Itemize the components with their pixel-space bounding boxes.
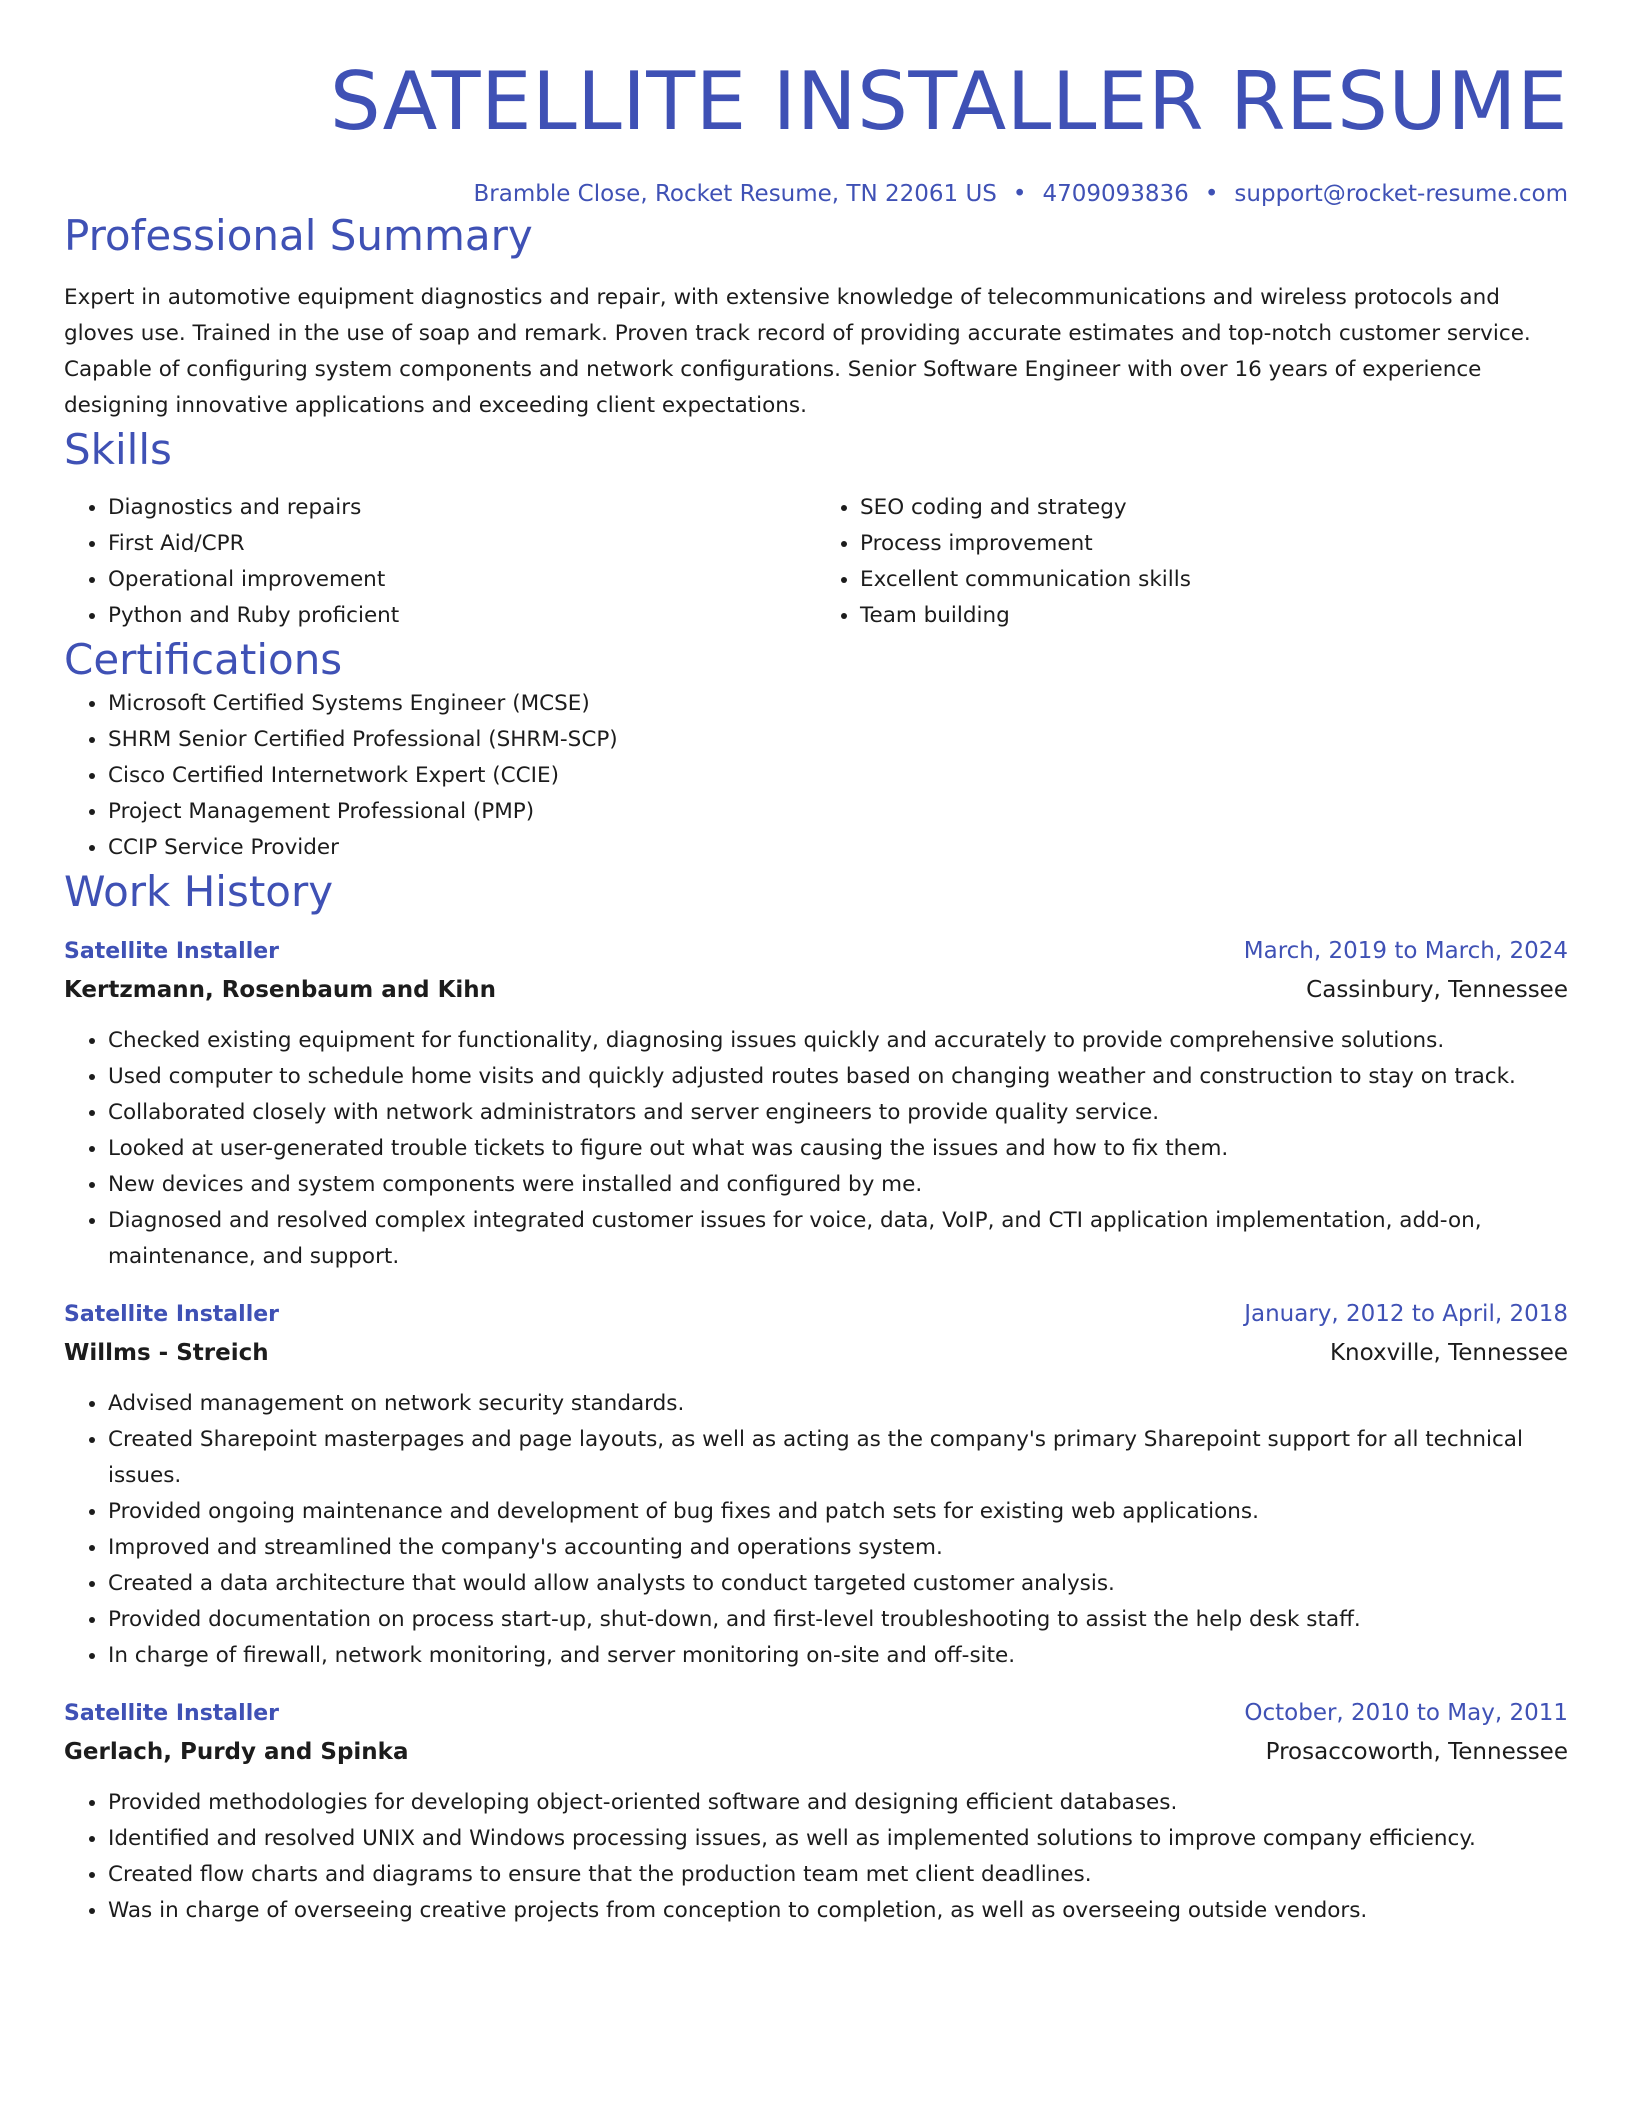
job-bullet: • Advised management on network security standards.: [108, 1386, 1568, 1422]
skills-list-left: [64, 490, 816, 634]
summary-heading: Professional Summary: [64, 211, 533, 260]
job-bullet: • Improved and streamlined the company's accounting and operations system.: [108, 1530, 1568, 1566]
job-title-row: [64, 932, 1568, 971]
certification-item: • Cisco Certified Internetwork Expert (CCIE): [108, 758, 1568, 794]
skills-heading: Skills: [64, 425, 172, 474]
job-location: Cassinbury, Tennessee: [1306, 977, 1568, 1003]
contact-address: Bramble Close, Rocket Resume, TN 22061 US: [473, 181, 997, 207]
job-bullets: [64, 1386, 1568, 1674]
job-bullet: • Created a data architecture that would allow analysts to conduct targeted customer analysis.: [108, 1566, 1568, 1602]
job-company: Kertzmann, Rosenbaum and Kihn: [64, 977, 497, 1003]
contact-email[interactable]: support@rocket-resume.com: [1234, 181, 1568, 207]
skill-item: • First Aid/CPR: [108, 526, 816, 562]
job-bullet: • Created Sharepoint masterpages and page layouts, as well as acting as the company's primary Sharepoint support for all technical issues.: [108, 1422, 1568, 1494]
skill-item: • Python and Ruby proficient: [108, 598, 816, 634]
job-company: Gerlach, Purdy and Spinka: [64, 1739, 409, 1765]
skills-grid: [64, 490, 1568, 634]
resume-title: SATELLITE INSTALLER RESUME: [329, 55, 1568, 148]
job-location: Prosaccoworth, Tennessee: [1265, 1739, 1568, 1765]
certification-item: • SHRM Senior Certified Professional (SHRM-SCP): [108, 722, 1568, 758]
skill-item: • Diagnostics and repairs: [108, 490, 816, 526]
certifications-heading: Certifications: [64, 635, 343, 684]
job-entry: [64, 1694, 1568, 1929]
job-bullet: • Provided documentation on process start-up, shut-down, and first-level troubleshooting to assist the help desk staff.: [108, 1602, 1568, 1638]
job-dates: March, 2019 to March, 2024: [1243, 938, 1568, 964]
contact-separator: •: [1012, 181, 1027, 207]
job-entry: [64, 932, 1568, 1275]
certification-item: • CCIP Service Provider: [108, 830, 1568, 866]
certification-item: • Project Management Professional (PMP): [108, 794, 1568, 830]
skill-item: • Operational improvement: [108, 562, 816, 598]
contact-separator: •: [1204, 181, 1219, 207]
job-location: Knoxville, Tennessee: [1329, 1340, 1568, 1366]
job-bullet: • New devices and system components were installed and configured by me.: [108, 1167, 1568, 1203]
job-dates: January, 2012 to April, 2018: [1244, 1301, 1568, 1327]
job-title: Satellite Installer: [64, 1701, 280, 1726]
job-company-row: [64, 1334, 1568, 1372]
job-bullets: [64, 1023, 1568, 1275]
job-bullet: • Looked at user-generated trouble tickets to figure out what was causing the issues and how to fix them.: [108, 1131, 1568, 1167]
certifications-list: [64, 686, 1568, 866]
skill-item: • Team building: [860, 598, 1568, 634]
skill-item: • Excellent communication skills: [860, 562, 1568, 598]
job-company-row: [64, 971, 1568, 1009]
job-title-row: [64, 1295, 1568, 1334]
job-bullet: • Was in charge of overseeing creative projects from conception to completion, as well as overseeing outside vendors.: [108, 1893, 1568, 1929]
job-bullet: • Created flow charts and diagrams to ensure that the production team met client deadlines.: [108, 1857, 1568, 1893]
job-bullet: • Identified and resolved UNIX and Windows processing issues, as well as implemented solutions to improve company efficiency.: [108, 1821, 1568, 1857]
job-title: Satellite Installer: [64, 939, 280, 964]
summary-text: Expert in automotive equipment diagnostics and repair, with extensive knowledge of telecommunications and wireless protocols and gloves use. Trained in the use of soap and remark. Proven track record of providing accurate estimates and top-notch customer service. Capable of configuring system components and network configurations. Senior Software Engineer with over 16 years of experience designing innovative applications and exceeding client expectations.: [64, 285, 1531, 418]
work-history-heading: Work History: [64, 867, 334, 916]
job-entry: [64, 1295, 1568, 1674]
job-company-row: [64, 1733, 1568, 1771]
job-bullet: • In charge of firewall, network monitoring, and server monitoring on-site and off-site.: [108, 1638, 1568, 1674]
skills-list-right: [816, 490, 1568, 634]
skill-item: • SEO coding and strategy: [860, 490, 1568, 526]
job-bullet: • Checked existing equipment for functionality, diagnosing issues quickly and accurately to provide comprehensive solutions.: [108, 1023, 1568, 1059]
job-bullet: • Provided ongoing maintenance and development of bug fixes and patch sets for existing web applications.: [108, 1494, 1568, 1530]
job-bullets: [64, 1785, 1568, 1929]
contact-phone: 4709093836: [1042, 181, 1189, 207]
contact-line: [64, 178, 1568, 210]
skill-item: • Process improvement: [860, 526, 1568, 562]
job-company: Willms - Streich: [64, 1340, 269, 1366]
job-dates: October, 2010 to May, 2011: [1244, 1700, 1568, 1726]
job-title-row: [64, 1694, 1568, 1733]
job-bullet: • Diagnosed and resolved complex integrated customer issues for voice, data, VoIP, and CTI application implementation, add-on, maintenance, and support.: [108, 1203, 1568, 1275]
job-bullet: • Provided methodologies for developing object-oriented software and designing efficient databases.: [108, 1785, 1568, 1821]
certification-item: • Microsoft Certified Systems Engineer (MCSE): [108, 686, 1568, 722]
job-title: Satellite Installer: [64, 1302, 280, 1327]
job-bullet: • Collaborated closely with network administrators and server engineers to provide quality service.: [108, 1095, 1568, 1131]
job-bullet: • Used computer to schedule home visits and quickly adjusted routes based on changing weather and construction to stay on track.: [108, 1059, 1568, 1095]
